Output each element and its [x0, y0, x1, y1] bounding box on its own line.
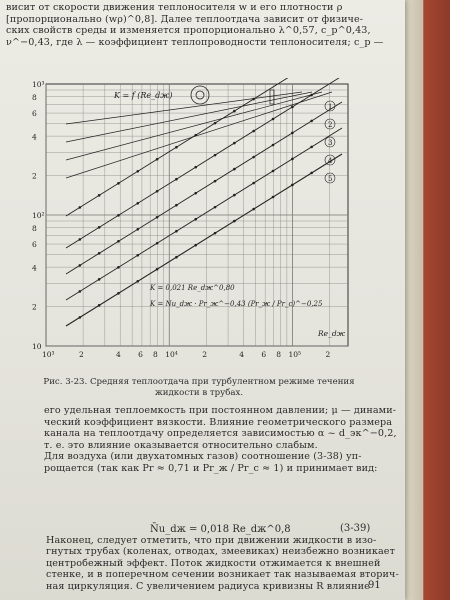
- text-line: ческий коэффициент вязкости. Влияние геометрического размера: [44, 416, 393, 428]
- equation-number: (3-39): [340, 523, 371, 534]
- data-point: [98, 252, 101, 255]
- x-tick-label: 2: [325, 350, 331, 359]
- data-point: [310, 172, 313, 175]
- text-line: [пропорционально (wρ)^0,8]. Далее теплоотдача зависит от физиче-: [6, 13, 364, 25]
- data-point: [310, 146, 313, 149]
- x-tick-label: 4: [239, 350, 245, 359]
- x-tick-label: 10⁴: [165, 350, 178, 359]
- x-tick-label: 4: [115, 350, 121, 359]
- curve-label: 4: [328, 157, 333, 165]
- data-point: [252, 98, 255, 101]
- curve-label: 5: [328, 175, 333, 183]
- top-formula: K = f (Re_dж): [114, 91, 173, 100]
- text-line: ν^−0,43, где λ — коэффициент теплопроводности теплоносителя; c_p —: [6, 36, 384, 48]
- x-tick-label: 6: [138, 350, 143, 359]
- y-tick-label: 8: [32, 93, 37, 103]
- x-tick-labels: [42, 350, 331, 359]
- data-point: [272, 170, 275, 173]
- data-point: [233, 194, 236, 197]
- x-tick-label: 2: [78, 350, 84, 359]
- figure-caption: [34, 377, 364, 399]
- text-line: висит от скорости движения теплоносителя w и его плотности ρ: [6, 2, 343, 13]
- data-point: [175, 146, 178, 149]
- curve-line: [66, 102, 342, 274]
- data-point: [272, 144, 275, 147]
- text-line: его удельная теплоемкость при постоянном давлении; μ — динами-: [44, 405, 397, 416]
- data-point: [117, 266, 120, 269]
- data-point: [79, 316, 82, 319]
- text-line: канала на теплоотдачу определяется зависимостью α ~ d_эк^−0,2,: [44, 428, 397, 440]
- data-point: [291, 132, 294, 135]
- text-line: Наконец, следует отметить, что при движении жидкости в изо-: [46, 535, 377, 546]
- data-point: [117, 240, 120, 243]
- x-tick-label: 10³: [42, 350, 55, 359]
- data-point: [156, 158, 159, 161]
- data-point: [272, 196, 275, 199]
- data-point: [175, 230, 178, 233]
- data-point: [98, 304, 101, 307]
- data-point: [214, 154, 217, 157]
- y-tick-labels: [32, 80, 45, 351]
- figure-3-23: [32, 78, 362, 370]
- data-point: [252, 182, 255, 185]
- y-tick-label: 6: [32, 239, 37, 249]
- data-point: [175, 204, 178, 207]
- data-point: [79, 206, 82, 209]
- data-point: [98, 226, 101, 229]
- data-point: [194, 192, 197, 195]
- data-point: [214, 122, 217, 125]
- page-number: 91: [368, 580, 381, 591]
- equation-3-39: N̄u_dж = 0,018 Re_dж^0,8: [150, 524, 291, 535]
- caption-line-2: жидкости в трубах.: [154, 388, 244, 398]
- data-point: [117, 292, 120, 295]
- data-point: [79, 290, 82, 293]
- data-point: [310, 120, 313, 123]
- data-point: [79, 238, 82, 241]
- data-point: [214, 232, 217, 235]
- data-point: [175, 256, 178, 259]
- data-point: [233, 220, 236, 223]
- circle-icon: [196, 91, 204, 99]
- data-point: [156, 216, 159, 219]
- data-point: [291, 106, 294, 109]
- data-point: [194, 134, 197, 137]
- caption-line-1: Рис. 3-23. Средняя теплоотдача при турбулентном режиме течения: [43, 377, 355, 387]
- y-tick-label: 10³: [32, 80, 45, 89]
- body-paragraph: [44, 405, 397, 475]
- x-tick-label: 8: [152, 350, 158, 359]
- curve-labels: [325, 101, 335, 183]
- y-tick-label: 2: [32, 171, 37, 181]
- text-line: центробежный эффект. Поток жидкости отжимается к внешней: [46, 557, 381, 569]
- data-point: [194, 218, 197, 221]
- text-line: ских свойств среды и изменяется пропорционально λ^0,57, c_p^0,43,: [6, 25, 371, 36]
- data-point: [136, 228, 139, 231]
- y-tick-label: 2: [32, 302, 37, 312]
- curve-label: 1: [328, 103, 333, 111]
- legend-line-1: K = 0,021 Re_dж^0,80: [150, 284, 235, 292]
- final-paragraph: [46, 535, 399, 592]
- x-tick-label: 2: [202, 350, 208, 359]
- data-point: [272, 118, 275, 121]
- data-point: [194, 166, 197, 169]
- data-point: [291, 184, 294, 187]
- data-point: [252, 208, 255, 211]
- data-point: [156, 190, 159, 193]
- x-axis-label: Re_dж: [318, 329, 346, 338]
- legend-line-2: K = Nu_dж · Pr_ж^−0,43 (Pr_ж / Pr_c)^−0,25: [150, 300, 323, 308]
- data-point: [291, 158, 294, 161]
- data-point: [136, 202, 139, 205]
- text-line: т. е. это влияние оказывается относительно слабым.: [44, 439, 318, 451]
- data-point: [117, 214, 120, 217]
- top-paragraph: [6, 2, 383, 48]
- data-point: [252, 130, 255, 133]
- data-point: [252, 156, 255, 159]
- data-point: [194, 244, 197, 247]
- data-point: [214, 180, 217, 183]
- data-point: [98, 194, 101, 197]
- data-point: [233, 110, 236, 113]
- x-tick-label: 8: [276, 350, 281, 359]
- curve-line: [66, 92, 312, 142]
- text-line: гнутых трубах (коленах, отводах, змеевиках) неизбежно возникает: [46, 546, 395, 558]
- text-line: Для воздуха (или двухатомных газов) соотношение (3-38) уп-: [44, 451, 362, 463]
- y-tick-label: 10: [32, 342, 42, 351]
- text-line: стенке, и в поперечном сечении возникает так называемая вторич-: [46, 569, 399, 581]
- text-line: ная циркуляция. С увеличением радиуса кривизны R влияние: [46, 580, 370, 592]
- data-point: [156, 268, 159, 271]
- y-tick-label: 10²: [32, 211, 45, 220]
- data-point: [136, 254, 139, 257]
- y-tick-label: 4: [32, 263, 37, 273]
- x-tick-label: 6: [261, 350, 267, 359]
- curve-label: 2: [328, 121, 333, 129]
- data-point: [214, 206, 217, 209]
- curve-line: [66, 78, 342, 216]
- curve-label: 3: [328, 139, 333, 147]
- x-tick-label: 10⁵: [288, 350, 302, 359]
- data-point: [79, 264, 82, 267]
- y-tick-label: 4: [32, 132, 37, 142]
- y-tick-label: 6: [32, 108, 37, 118]
- data-point: [136, 280, 139, 283]
- data-point: [98, 278, 101, 281]
- curve-line: [66, 128, 342, 300]
- y-tick-label: 8: [32, 224, 37, 234]
- data-point: [310, 94, 313, 97]
- data-point: [233, 168, 236, 171]
- text-line: рощается (так как Pr ≈ 0,71 и Pr_ж / Pr_c ≈ 1) и принимает вид:: [44, 462, 378, 474]
- data-point: [175, 178, 178, 181]
- data-point: [233, 142, 236, 145]
- data-point: [136, 170, 139, 173]
- data-point: [117, 182, 120, 185]
- data-point: [156, 242, 159, 245]
